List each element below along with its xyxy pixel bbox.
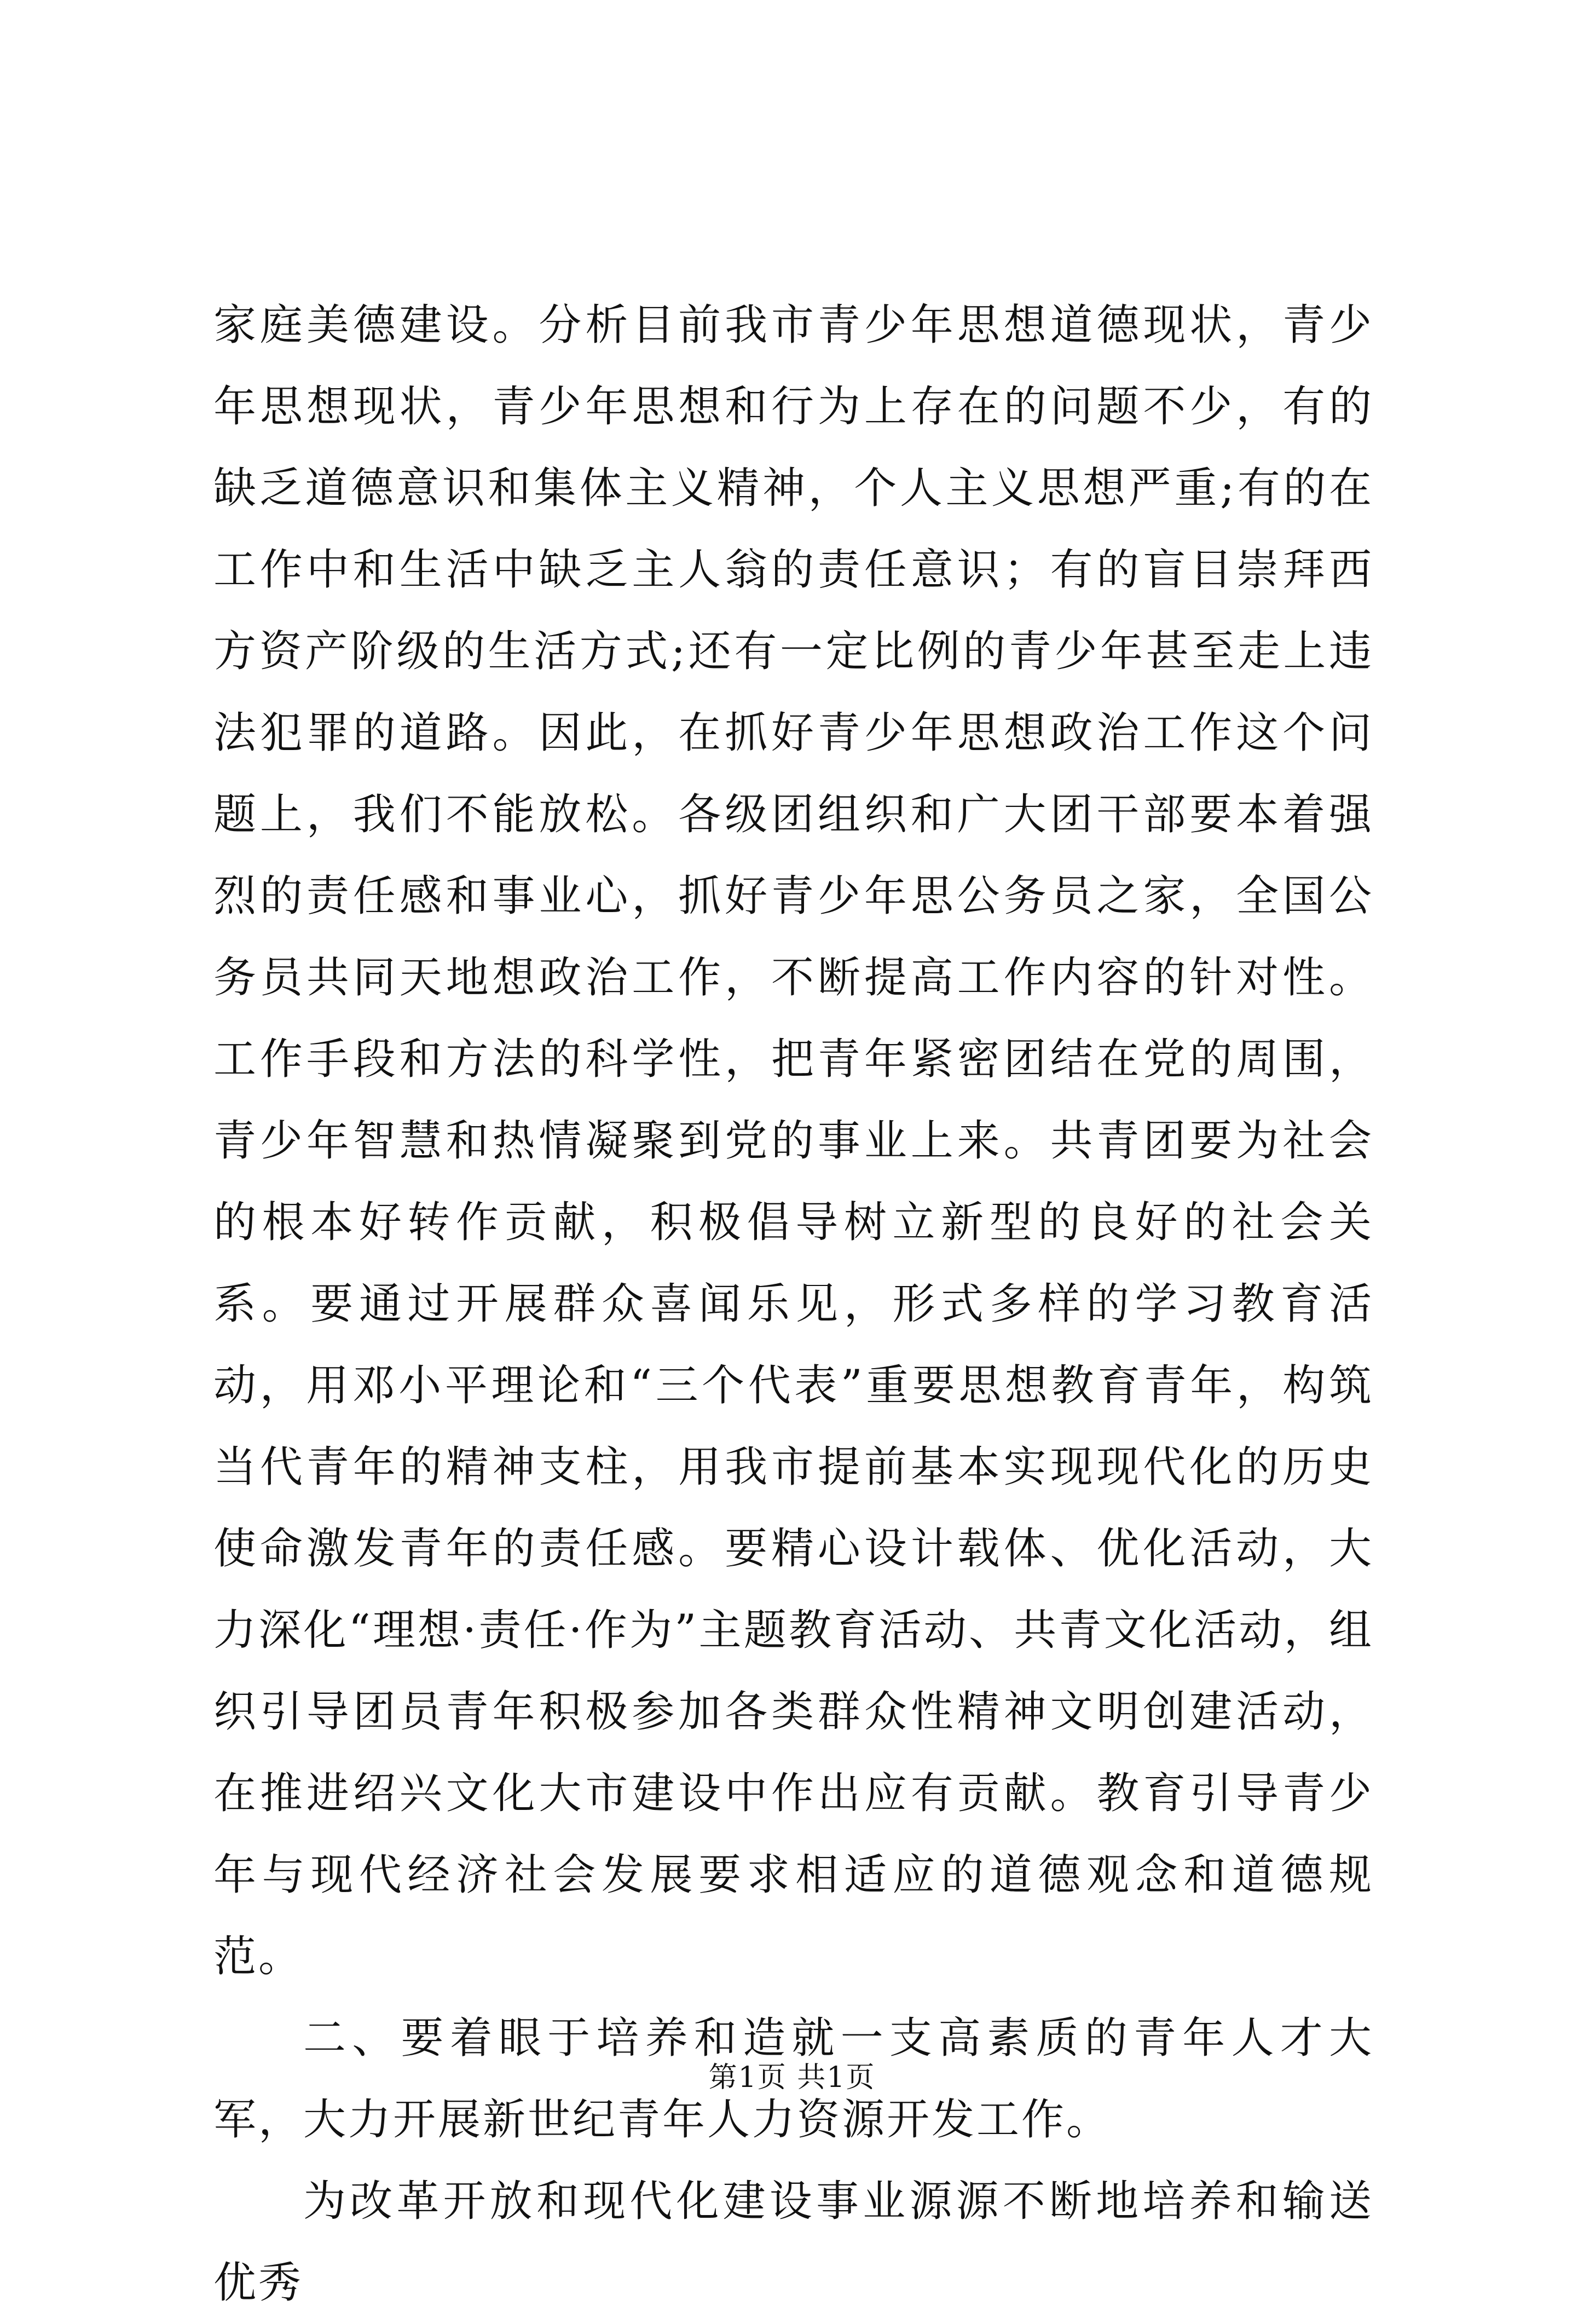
paragraph-3: 为改革开放和现代化建设事业源源不断地培养和输送优秀 [213,2177,1374,2308]
page-footer: 第1页 共1页 [708,2061,876,2094]
paragraph-1: 家庭美德建设。分析目前我市青少年思想道德现状，青少年思想现状，青少年思想和行为上存在的问题不少，有的缺乏道德意识和集体主义精神，个人主义思想严重;有的在工作中和生活中缺乏主人翁的责任意识；有的盲目崇拜西方资产阶级的生活方式;还有一定比例的青少年甚至走上违法犯罪的道路。因此，在抓好青少年思想政治工作这个问题上，我们不能放松。各级团组织和广大团干部要本着强烈的责任感和事业心，抓好青少年思公务员之家，全国公务员共同天地想政治工作，不断提高工作内容的针对性。工作手段和方法的科学性，把青年紧密团结在党的周围，青少年智慧和热情凝聚到党的事业上来。共青团要为社会的根本好转作贡献，积极倡导树立新型的良好的社会关系。要通过开展群众喜闻乐见，形式多样的学习教育活动，用邓小平理论和“三个代表”重要思想教育青年，构筑当代青年的精神支柱，用我市提前基本实现现代化的历史使命激发青年的责任感。要精心设计载体、优化活动，大力深化“理想·责任·作为”主题教育活动、共青文化活动，组织引导团员青年积极参加各类群众性精神文明创建活动，在推进绍兴文化大市建设中作出应有贡献。教育引导青少年与现代经济社会发展要求相适应的道德观念和道德规范。 [213,301,1374,1981]
document-body [213,285,1374,2324]
paragraph-2-heading: 二、要着眼于培养和造就一支高素质的青年人才大军，大力开展新世纪青年人力资源开发工作。 [213,2014,1374,2144]
